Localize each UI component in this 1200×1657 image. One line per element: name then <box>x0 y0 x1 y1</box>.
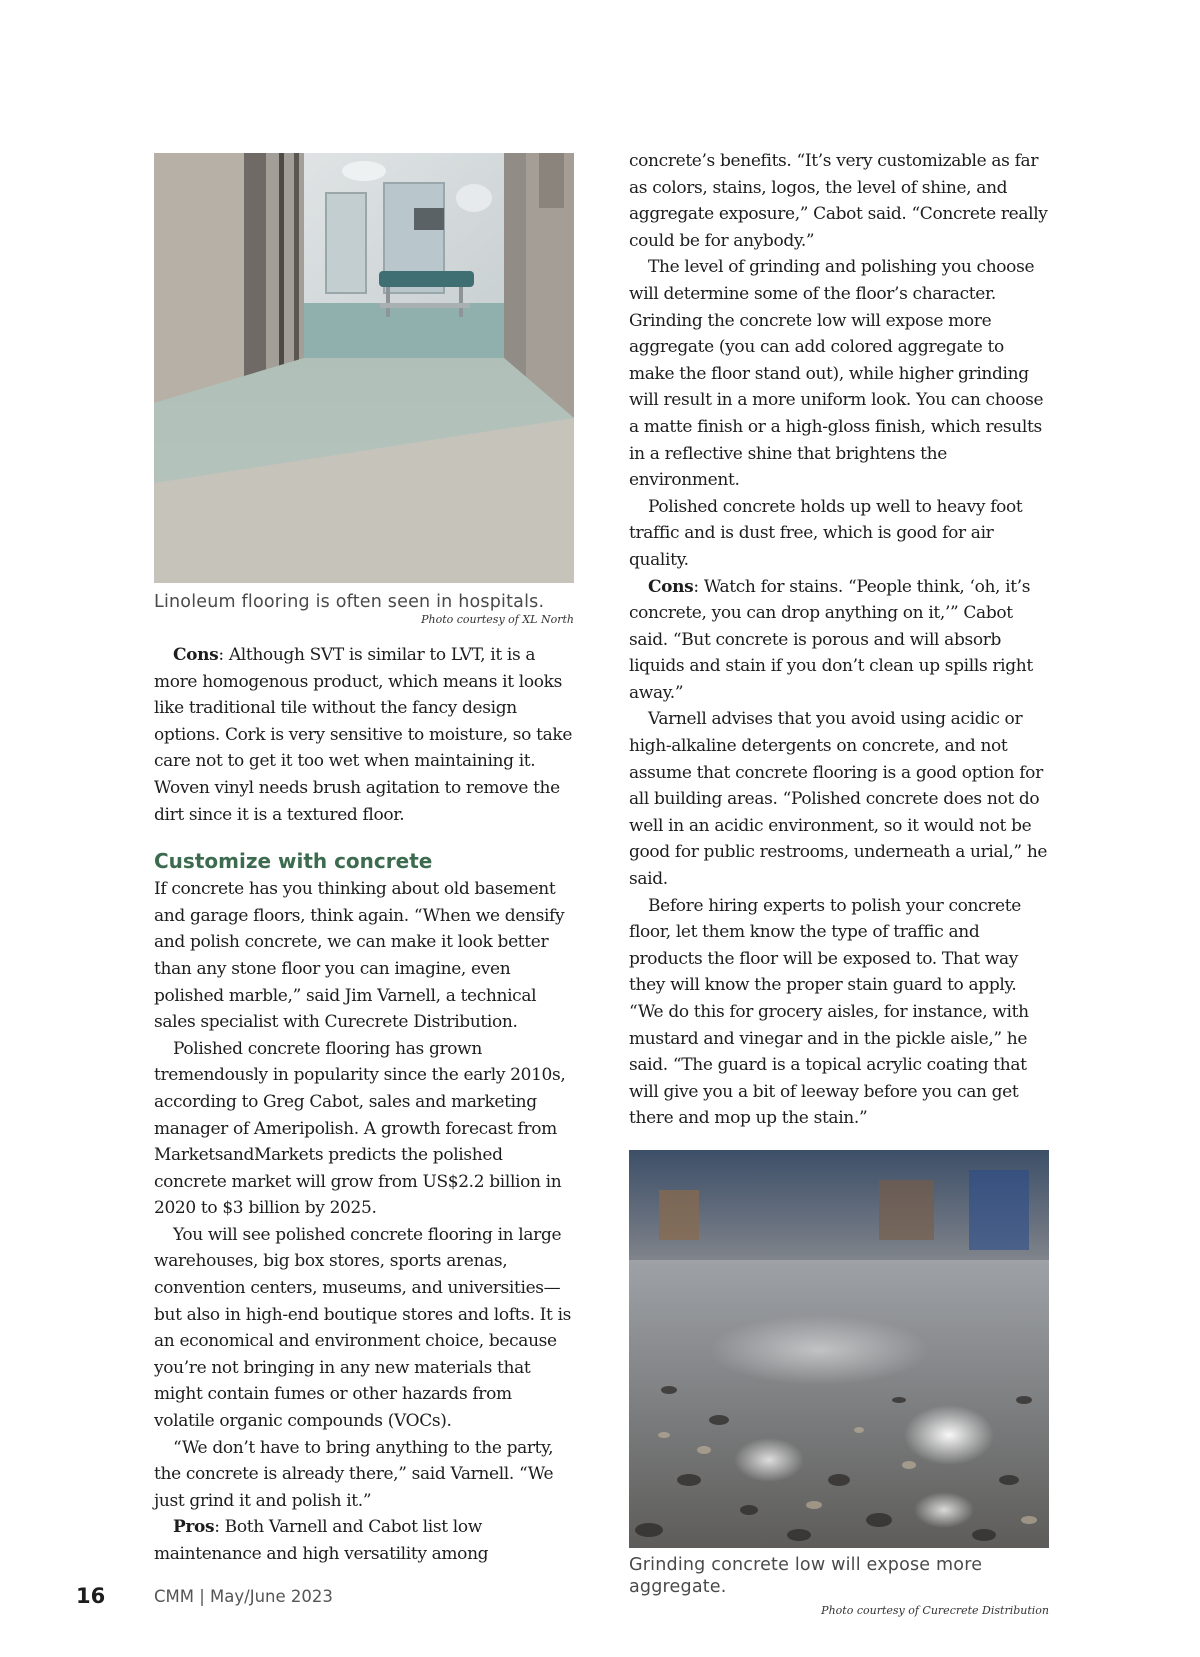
page-number: 16 <box>76 1584 106 1608</box>
paragraph: Polished concrete holds up well to heavy foot traffic and is dust free, which is good for air quality. <box>629 496 1023 570</box>
paragraph-text: : Although SVT is similar to LVT, it is a more homogenous product, which means it looks like traditional tile without the fancy design options. Cork is very sensitive to moisture, so take care not to get it too wet when maintaining it. Woven vinyl needs brush agitation to remove the dirt since it is a textured floor. <box>154 645 573 825</box>
paragraph: Before hiring experts to polish your concrete floor, let them know the type of traffic and products the floor will be exposed to. That way they will know the proper stain guard to apply. “We do this for grocery aisles, for instance, with mustard and vinegar and in the pickle aisle,” he said. “The guard is a topical acrylic coating that will give you a bit of leeway before you can get there and mop up the stain.” <box>629 895 1029 1129</box>
polished-concrete-photo <box>629 1150 1049 1548</box>
hospital-linoleum-photo <box>154 153 574 583</box>
paragraph <box>154 642 574 828</box>
paragraph-text: : Both Varnell and Cabot list low maintenance and high versatility among <box>154 1517 489 1564</box>
section-heading: Customize with concrete <box>154 849 433 874</box>
photo-credit: Photo courtesy of Curecrete Distribution <box>821 1603 1049 1617</box>
paragraph <box>154 1514 574 1567</box>
paragraph: “We don’t have to bring anything to the party, the concrete is already there,” said Varnell. “We just grind it and polish it.” <box>154 1437 554 1511</box>
right-column <box>629 148 1049 1617</box>
lead-label: Cons <box>648 576 694 597</box>
paragraph: Polished concrete flooring has grown tremendously in popularity since the early 2010s, according to Greg Cabot, sales and marketing manager of Ameripolish. A growth forecast from MarketsandMarkets predicts the polished concrete market will grow from US$2.2 billion in 2020 to $3 billion by 2025. <box>154 1038 566 1219</box>
paragraph: If concrete has you thinking about old basement and garage floors, think again. “When we densify and polish concrete, we can make it look better than any stone floor you can imagine, even polished marble,” said Jim Varnell, a technical sales specialist with Curecrete Distribution. <box>154 879 565 1033</box>
paragraph: You will see polished concrete flooring in large warehouses, big box stores, sports arenas, convention centers, museums, and universities—but also in high-end boutique stores and lofts. It is an economical and environment choice, because you’re not bringing in any new materials that might contain fumes or other hazards from volatile organic compounds (VOCs). <box>154 1224 572 1432</box>
left-column <box>154 153 574 1568</box>
lead-label: Pros <box>173 1517 215 1538</box>
publication-issue: CMM | May/June 2023 <box>154 1587 333 1606</box>
paragraph-text: : Watch for stains. “People think, ‘oh, it’s concrete, you can drop anything on it,’” Cabot said. “But concrete is porous and will absorb liquids and stain if you don’t clean up spills right away.” <box>629 576 1033 703</box>
paragraph: concrete’s benefits. “It’s very customizable as far as colors, stains, logos, the level of shine, and aggregate exposure,” Cabot said. “Concrete really could be for anybody.” <box>629 151 1048 251</box>
photo-caption: Grinding concrete low will expose more aggregate. <box>629 1554 983 1597</box>
lead-label: Cons <box>173 645 219 665</box>
paragraph: Varnell advises that you avoid using acidic or high-alkaline detergents on concrete, and not assume that concrete flooring is a good option for all building areas. “Polished concrete does not do well in an acidic environment, so it would not be good for public restrooms, underneath a urial,” he said. <box>629 709 1048 890</box>
paragraph <box>629 574 1049 707</box>
paragraph: The level of grinding and polishing you choose will determine some of the floor’s character. Grinding the concrete low will expose more aggregate (you can add colored aggregate to make the floor stand out), while higher grinding will result in a more uniform look. You can choose a matte finish or a high-gloss finish, which results in a reflective shine that brightens the environment. <box>629 257 1044 491</box>
photo-credit: Photo courtesy of XL North <box>421 613 574 626</box>
photo-caption: Linoleum flooring is often seen in hospitals. <box>154 592 545 612</box>
